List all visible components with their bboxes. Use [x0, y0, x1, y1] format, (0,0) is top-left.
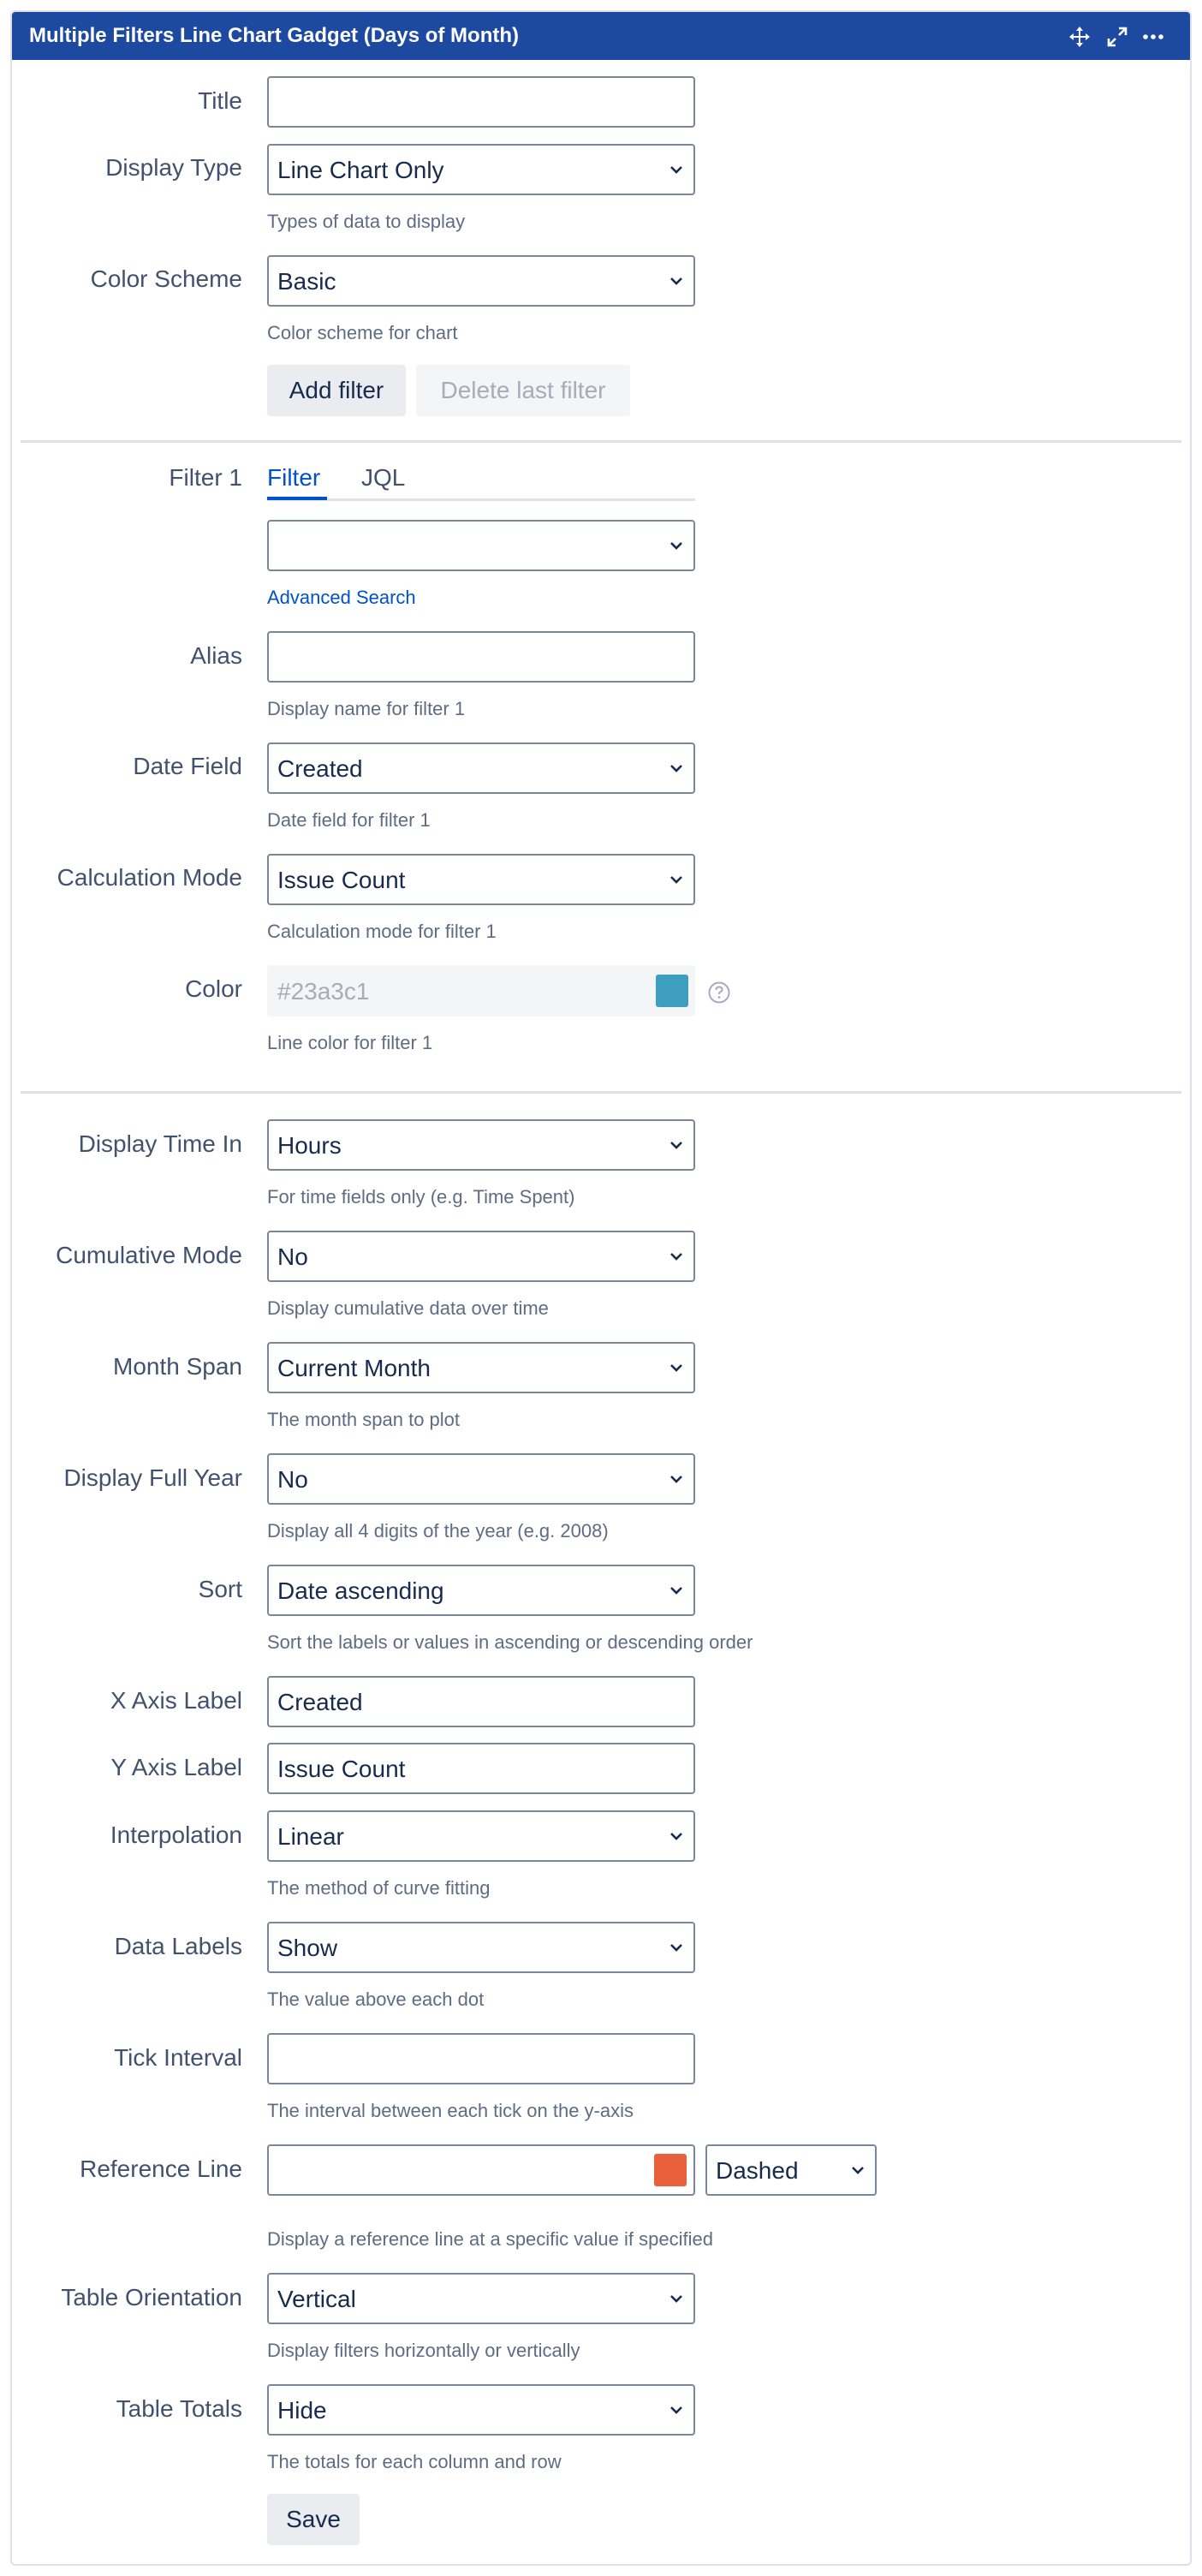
sort-label: Sort [198, 1576, 242, 1602]
table-totals-value: Hide [277, 2397, 327, 2424]
data-labels-select[interactable] [267, 1922, 695, 1973]
cumulative-value: No [277, 1243, 308, 1270]
table-orientation-label: Table Orientation [61, 2284, 242, 2311]
tab-track [267, 498, 695, 501]
gadget-panel [10, 10, 1192, 2566]
chevron-down-icon [669, 164, 683, 175]
chevron-down-icon [669, 276, 683, 286]
full-year-label: Display Full Year [63, 1464, 242, 1491]
data-labels-value: Show [277, 1935, 338, 1961]
reference-line-style-value: Dashed [716, 2157, 799, 2184]
color-swatch[interactable] [656, 975, 688, 1007]
data-labels-label: Data Labels [114, 1933, 242, 1959]
filter-1-label: Filter 1 [169, 464, 242, 491]
month-span-help: The month span to plot [267, 1409, 461, 1430]
filter-select[interactable] [267, 520, 695, 571]
color-help: Line color for filter 1 [267, 1032, 433, 1053]
question-icon[interactable] [707, 981, 731, 1005]
title-input[interactable] [267, 76, 695, 128]
sort-select[interactable] [267, 1565, 695, 1616]
gadget-header [12, 12, 1190, 60]
section-divider [21, 1091, 1181, 1094]
month-span-select[interactable] [267, 1342, 695, 1393]
display-type-help: Types of data to display [267, 211, 466, 232]
cumulative-help: Display cumulative data over time [267, 1297, 549, 1319]
chevron-down-icon [669, 1140, 683, 1150]
chevron-down-icon [851, 2165, 865, 2175]
reference-line-input[interactable] [267, 2144, 695, 2196]
chevron-down-icon [669, 2293, 683, 2304]
advanced-search-link[interactable]: Advanced Search [267, 587, 416, 608]
full-year-value: No [277, 1466, 308, 1493]
move-icon[interactable] [1067, 24, 1092, 50]
reference-line-help: Display a reference line at a specific value if specified [267, 2228, 713, 2250]
reference-line-color-swatch[interactable] [654, 2154, 687, 2186]
color-scheme-help: Color scheme for chart [267, 322, 458, 343]
date-field-select[interactable] [267, 742, 695, 794]
chevron-down-icon [669, 1363, 683, 1373]
y-axis-input[interactable] [267, 1743, 695, 1794]
interpolation-label: Interpolation [110, 1822, 242, 1848]
table-totals-label: Table Totals [116, 2395, 242, 2422]
chevron-down-icon [669, 1942, 683, 1953]
table-orientation-help: Display filters horizontally or vertically [267, 2340, 580, 2361]
alias-input[interactable] [267, 631, 695, 683]
full-year-help: Display all 4 digits of the year (e.g. 2008) [267, 1520, 609, 1541]
expand-icon[interactable] [1104, 24, 1130, 50]
color-scheme-value: Basic [277, 268, 336, 295]
tick-interval-label: Tick Interval [114, 2044, 242, 2071]
reference-line-style-select[interactable] [705, 2144, 877, 2196]
month-span-value: Current Month [277, 1355, 431, 1381]
date-field-label: Date Field [133, 753, 242, 779]
cumulative-label: Cumulative Mode [56, 1242, 242, 1268]
tick-interval-input[interactable] [267, 2033, 695, 2084]
display-time-select[interactable] [267, 1119, 695, 1171]
calc-mode-label: Calculation Mode [57, 864, 242, 891]
interpolation-select[interactable] [267, 1810, 695, 1862]
table-orientation-select[interactable] [267, 2273, 695, 2324]
x-axis-input[interactable] [267, 1676, 695, 1727]
interpolation-help: The method of curve fitting [267, 1877, 491, 1899]
add-filter-button[interactable]: Add filter [267, 365, 406, 416]
calc-mode-select[interactable] [267, 854, 695, 905]
display-type-value: Line Chart Only [277, 157, 444, 183]
chevron-down-icon [669, 874, 683, 885]
section-divider [21, 440, 1181, 443]
data-labels-help: The value above each dot [267, 1989, 485, 2010]
reference-line-label: Reference Line [80, 2156, 242, 2182]
date-field-help: Date field for filter 1 [267, 809, 431, 831]
color-scheme-label: Color Scheme [90, 265, 242, 292]
calc-mode-value: Issue Count [277, 867, 406, 893]
alias-label: Alias [190, 642, 242, 669]
x-axis-label: X Axis Label [110, 1687, 242, 1714]
display-time-label: Display Time In [78, 1130, 242, 1157]
save-button[interactable]: Save [267, 2494, 360, 2545]
more-icon[interactable] [1140, 24, 1166, 50]
color-scheme-select[interactable] [267, 255, 695, 307]
month-span-label: Month Span [113, 1353, 242, 1380]
gadget-title: Multiple Filters Line Chart Gadget (Days of Month) [29, 24, 520, 47]
title-label: Title [198, 87, 242, 114]
display-time-help: For time fields only (e.g. Time Spent) [267, 1186, 575, 1208]
table-totals-help: The totals for each column and row [267, 2451, 562, 2472]
color-label: Color [185, 975, 242, 1002]
cumulative-select[interactable] [267, 1231, 695, 1282]
date-field-value: Created [277, 755, 363, 782]
calc-mode-help: Calculation mode for filter 1 [267, 921, 497, 942]
tick-interval-help: The interval between each tick on the y-axis [267, 2100, 634, 2121]
alias-help: Display name for filter 1 [267, 698, 466, 719]
color-input[interactable] [267, 965, 695, 1017]
x-axis-value: Created [277, 1689, 363, 1715]
table-totals-select[interactable] [267, 2384, 695, 2436]
chevron-down-icon [669, 1251, 683, 1261]
full-year-select[interactable] [267, 1453, 695, 1505]
display-time-value: Hours [277, 1132, 342, 1159]
tab-filter[interactable]: Filter [267, 464, 321, 491]
interpolation-value: Linear [277, 1823, 344, 1850]
delete-last-filter-button[interactable]: Delete last filter [416, 365, 630, 416]
tab-jql[interactable]: JQL [361, 464, 406, 491]
chevron-down-icon [669, 2405, 683, 2415]
sort-value: Date ascending [277, 1577, 444, 1604]
y-axis-value: Issue Count [277, 1756, 406, 1782]
sort-help: Sort the labels or values in ascending or descending order [267, 1631, 753, 1653]
color-placeholder: #23a3c1 [277, 978, 370, 1005]
chevron-down-icon [669, 1474, 683, 1484]
y-axis-label: Y Axis Label [110, 1754, 242, 1780]
tab-active-indicator [267, 497, 327, 500]
chevron-down-icon [669, 540, 683, 551]
chevron-down-icon [669, 1585, 683, 1595]
display-type-select[interactable] [267, 144, 695, 195]
display-type-label: Display Type [105, 154, 242, 181]
table-orientation-value: Vertical [277, 2286, 356, 2312]
chevron-down-icon [669, 1831, 683, 1841]
chevron-down-icon [669, 763, 683, 773]
